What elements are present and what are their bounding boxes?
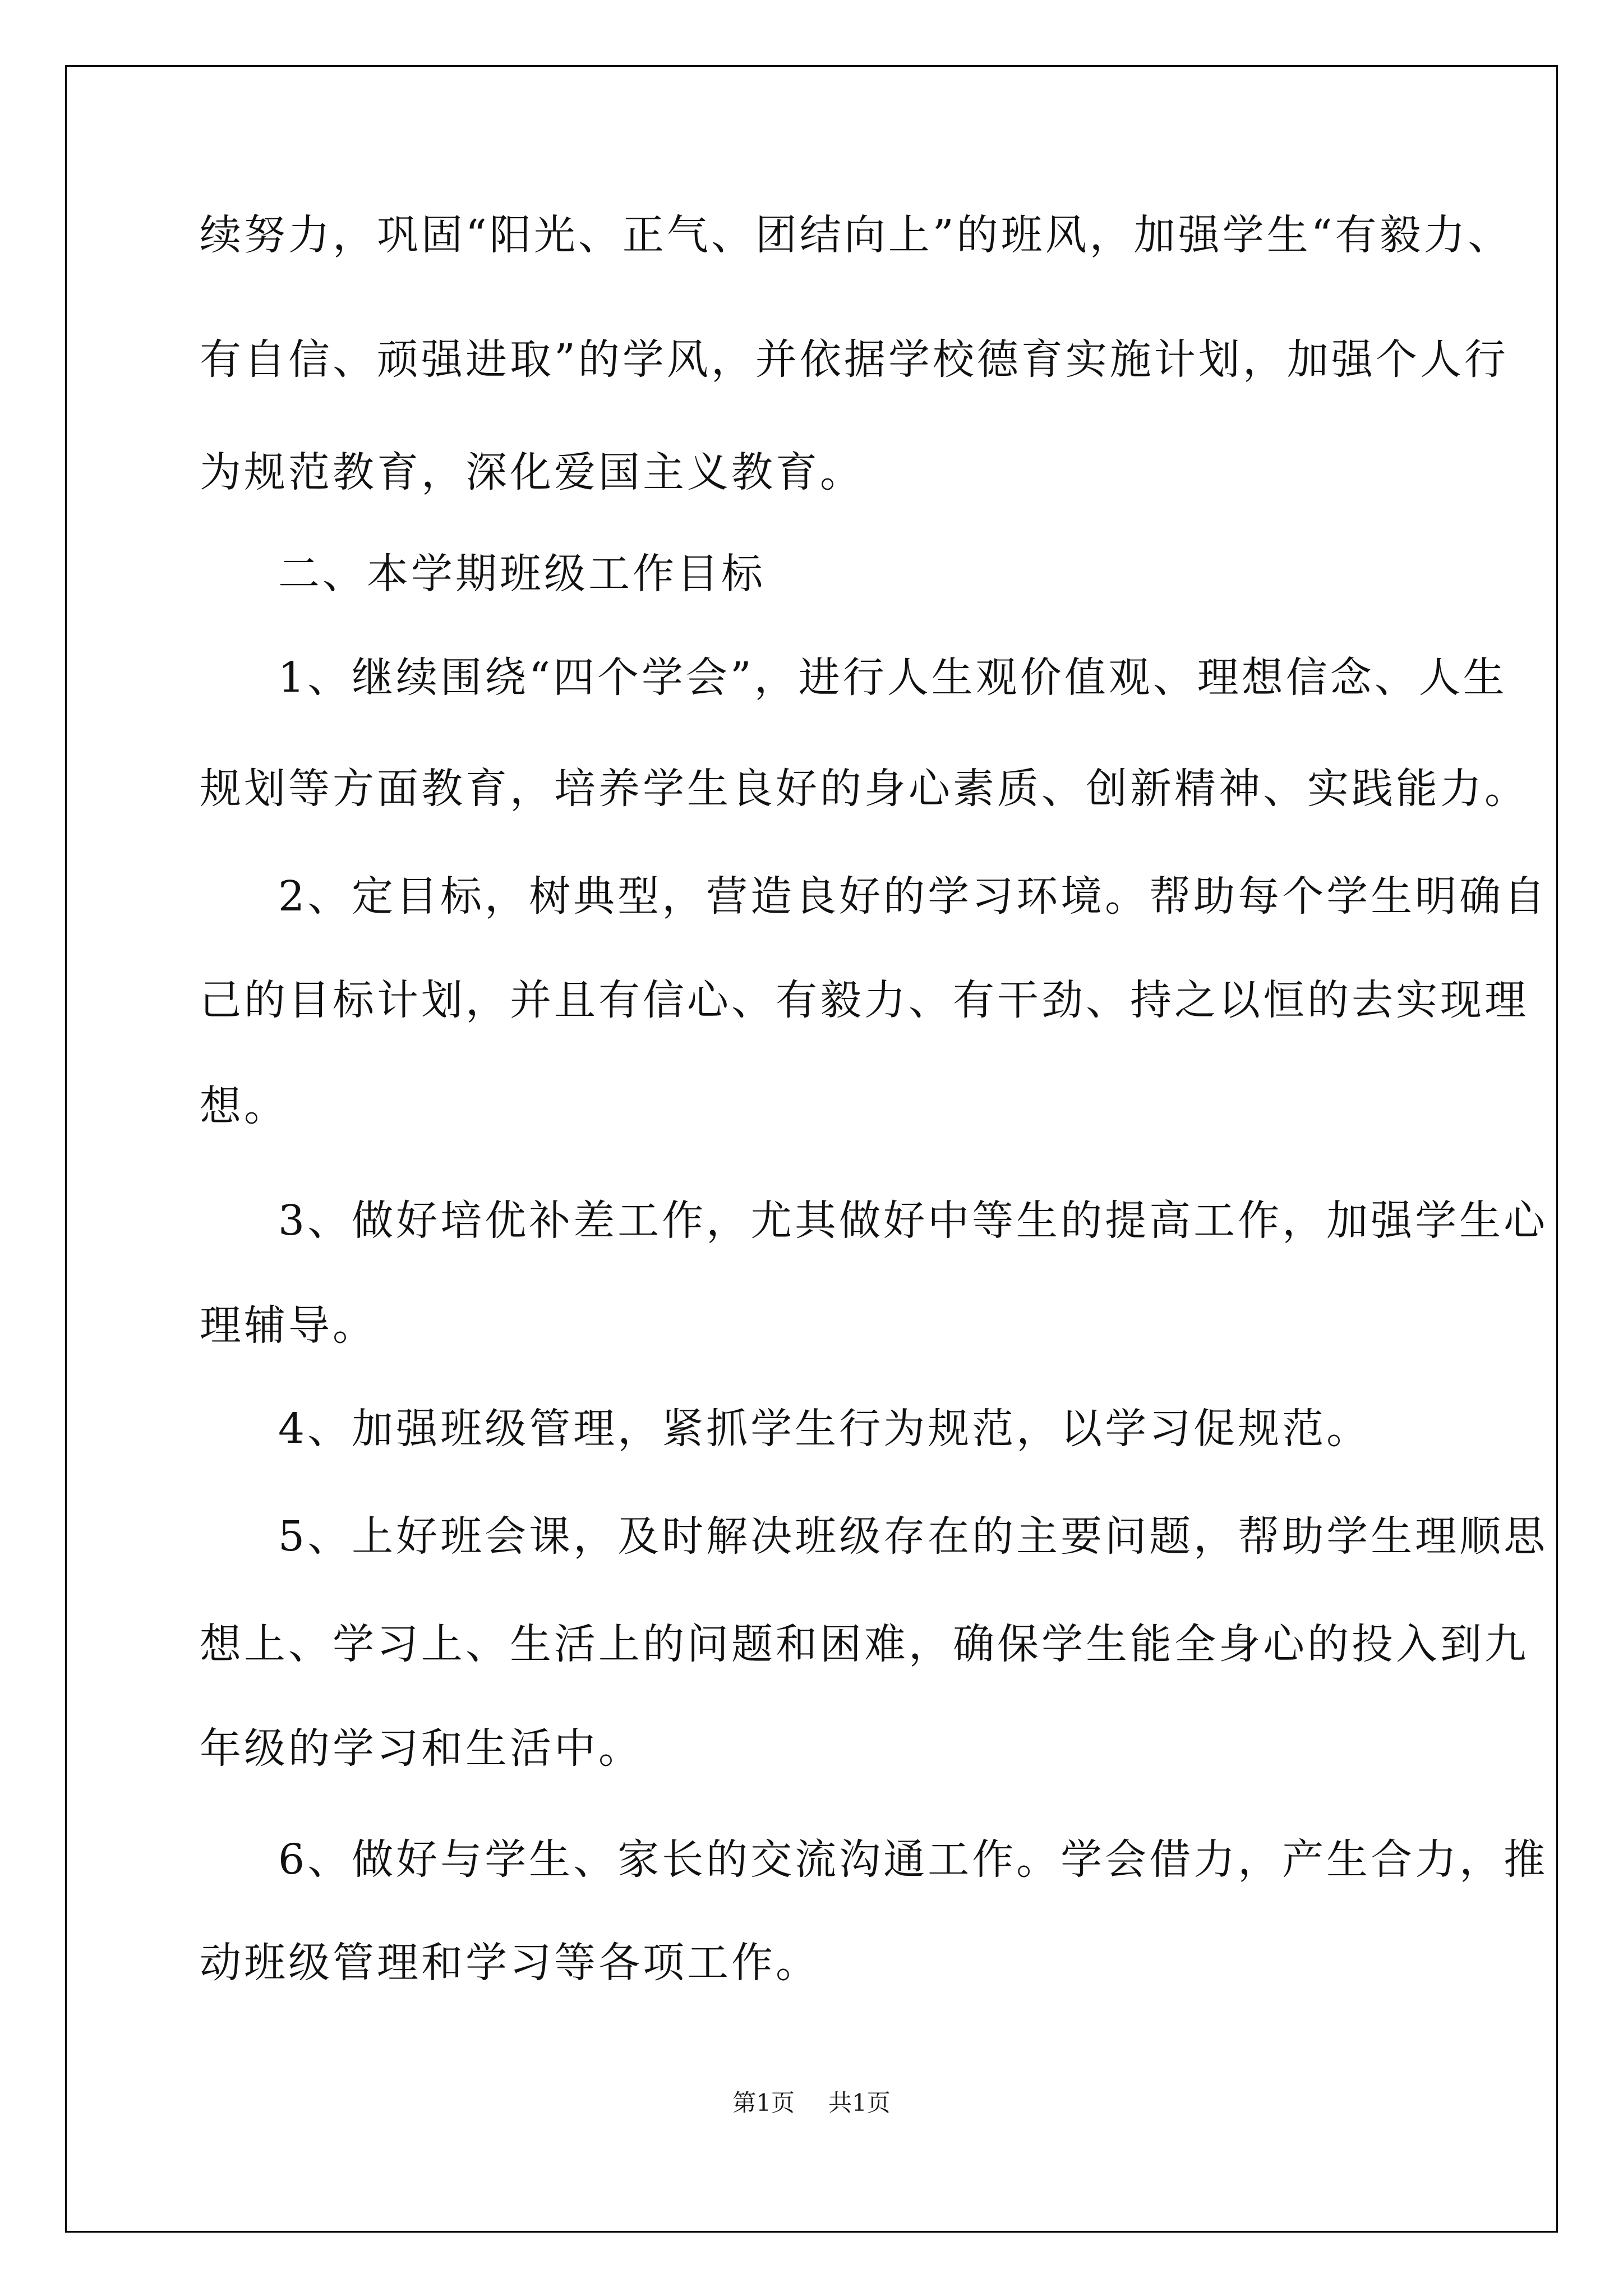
text-line: 理辅导。	[200, 1301, 377, 1350]
page-frame	[65, 65, 1558, 2233]
page-number: 第1页	[732, 2089, 795, 2116]
page-total: 共1页	[828, 2089, 891, 2116]
text-line: 2、定目标，树典型，营造良好的学习环境。帮助每个学生明确自	[278, 872, 1548, 921]
text-line: 规划等方面教育，培养学生良好的身心素质、创新精神、实践能力。	[200, 765, 1529, 813]
text-line: 4、加强班级管理，紧抓学生行为规范，以学习促规范。	[278, 1405, 1371, 1453]
text-line: 想。	[200, 1082, 288, 1130]
text-line: 续努力，巩固“阳光、正气、团结向上”的班风，加强学生“有毅力、	[200, 211, 1513, 259]
text-line: 动班级管理和学习等各项工作。	[200, 1939, 820, 1987]
text-line: 5、上好班会课，及时解决班级存在的主要问题，帮助学生理顺思	[278, 1512, 1548, 1561]
text-line: 3、做好培优补差工作，尤其做好中等生的提高工作，加强学生心	[278, 1197, 1548, 1245]
text-line: 1、继续围绕“四个学会”，进行人生观价值观、理想信念、人生	[278, 654, 1507, 702]
page-footer	[0, 2085, 1623, 2118]
text-line: 有自信、顽强进取”的学风，并依据学校德育实施计划，加强个人行	[200, 335, 1509, 384]
text-line: 6、做好与学生、家长的交流沟通工作。学会借力，产生合力，推	[278, 1835, 1548, 1884]
section-heading: 二、本学期班级工作目标	[278, 550, 766, 598]
text-line: 己的目标计划，并且有信心、有毅力、有干劲、持之以恒的去实现理	[200, 976, 1529, 1024]
text-line: 为规范教育，深化爱国主义教育。	[200, 448, 864, 496]
text-line: 年级的学习和生活中。	[200, 1724, 643, 1773]
text-line: 想上、学习上、生活上的问题和困难，确保学生能全身心的投入到九	[200, 1620, 1529, 1668]
